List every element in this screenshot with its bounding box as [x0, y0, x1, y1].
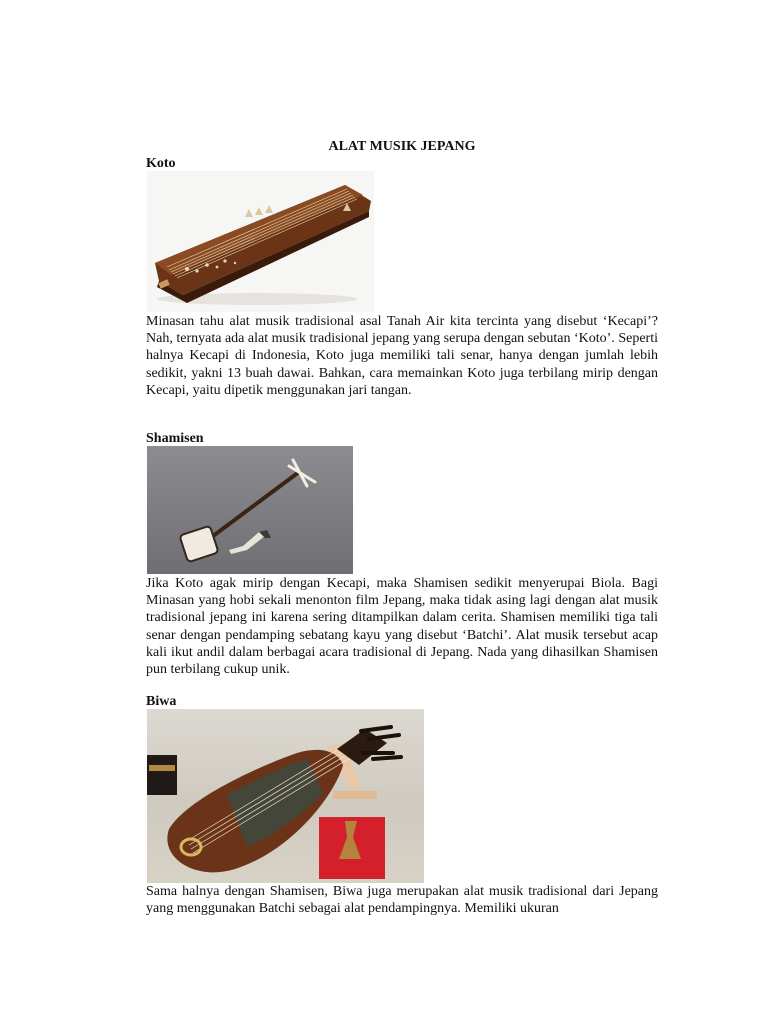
- biwa-paragraph: Sama halnya dengan Shamisen, Biwa juga merupakan alat musik tradisional dari Jepang yang menggunakan Batchi sebagai alat pendampingnya. Memiliki ukuran: [146, 884, 658, 917]
- koto-paragraph: Minasan tahu alat musik tradisional asal Tanah Air kita tercinta yang disebut ‘Kecapi’? Nah, ternyata ada alat musik tradisional jepang yang serupa dengan sebutan ‘Koto’. Seperti halnya Kecapi di Indonesia, Koto juga memiliki tali senar, hanya dengan jumlah lebih sedikit, yakni 13 buah dawai. Bahkan, cara memainkan Koto juga terbilang mirip dengan Kecapi, yaitu dipetik menggunakan jari tangan.: [146, 314, 658, 398]
- shamisen-paragraph: Jika Koto agak mirip dengan Kecapi, maka Shamisen sedikit menyerupai Biola. Bagi Minasan yang hobi sekali menonton film Jepang, maka tidak asing lagi dengan alat musik tradisional jepang ini karena sering ditampilkan dalam cerita. Shamisen memiliki tiga tali senar dengan pendamping sebatang kayu yang disebut ‘Batchi’. Alat musik tersebut acap kali ikut andil dalam berbagai acara tradisional di Jepang. Nada yang dihasilkan Shamisen pun terbilang cukup unik.: [146, 576, 658, 678]
- section-heading-biwa: Biwa: [146, 694, 177, 709]
- section-heading-shamisen: Shamisen: [146, 431, 204, 446]
- koto-photo: [147, 171, 374, 312]
- shamisen-photo: [147, 446, 353, 574]
- page-title: ALAT MUSIK JEPANG: [328, 139, 476, 154]
- section-heading-koto: Koto: [146, 156, 176, 171]
- biwa-photo: [147, 709, 424, 883]
